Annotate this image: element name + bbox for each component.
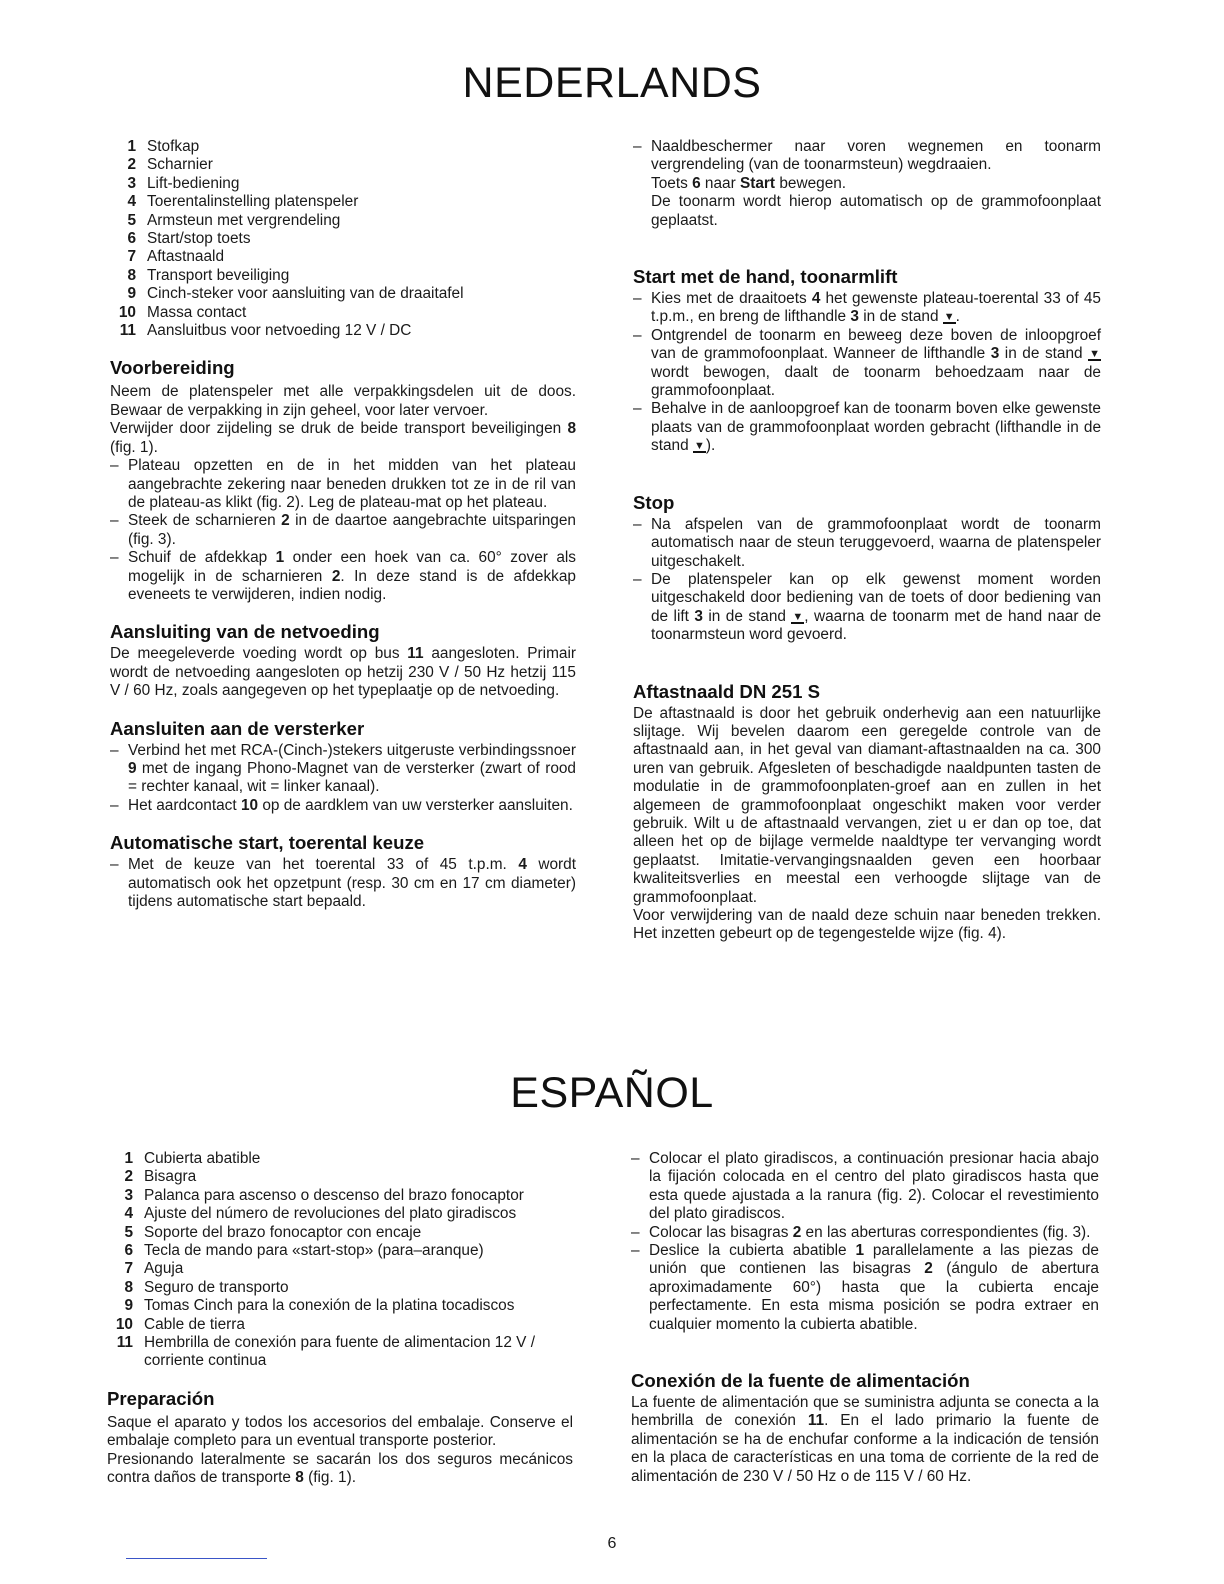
item-label: Aansluitbus voor netvoeding 12 V / DC: [147, 322, 412, 340]
item-label: Tecla de mando para «start-stop» (para–aranque): [144, 1242, 484, 1260]
bullet-item: – Naaldbeschermer naar voren wegnemen en toonarm vergrendeling (van de toonarmsteun) wegdraaien.: [633, 138, 1101, 175]
item-number: 4: [127, 193, 136, 211]
item-label: Massa contact: [147, 303, 247, 321]
item-label: Scharnier: [147, 156, 213, 174]
heading-automatische-start: Automatische start, toerental keuze: [110, 832, 425, 854]
bullet-item: – Ontgrendel de toonarm en beweeg deze boven de inloopgroef van de grammofoonplaat. Wanneer de lifthandle 3 in de stand ▼ wordt bewogen, daalt de toonarm behoedzaam naar de grammofoonplaat.: [633, 327, 1101, 401]
bullet-item: – Na afspelen van de grammofoonplaat wordt de toonarm automatisch naar de steun teruggevoerd, waarna de platenspeler uitgeschakelt.: [633, 516, 1101, 571]
paragraph: De meegeleverde voeding wordt op bus 11 aangesloten. Primair wordt de netvoeding aangesloten op hetzij 230 V / 50 Hz hetzij 115 V / 60 Hz, zoals aangegeven op het typeplaatje op de netvoeding.: [110, 645, 576, 700]
list-item: [110, 285, 576, 303]
paragraph: Neem de platenspeler met alle verpakkingsdelen uit de doos. Bewaar de verpakking in zijn geheel, voor later vervoer.: [110, 383, 576, 419]
spanish-right-column: [631, 1150, 1099, 1486]
lift-down-icon: ▼: [1089, 348, 1100, 361]
list-item: [110, 212, 576, 230]
item-number: 6: [124, 1242, 133, 1260]
list-item: [110, 248, 576, 266]
list-item: [107, 1316, 573, 1334]
dutch-left-column: [110, 138, 576, 911]
section-title-dutch: NEDERLANDS: [462, 59, 762, 107]
item-label: Aftastnaald: [147, 248, 225, 266]
item-number: 8: [127, 266, 136, 284]
item-label: Cinch-steker voor aansluiting van de draaitafel: [147, 285, 464, 303]
list-item: [107, 1297, 573, 1315]
list-item: [110, 175, 576, 193]
item-number: 3: [124, 1186, 133, 1204]
lift-down-icon: ▼: [693, 440, 705, 453]
item-label: Soporte del brazo fonocaptor con encaje: [144, 1223, 422, 1241]
list-item: [107, 1205, 573, 1223]
page-number: 6: [607, 1535, 617, 1552]
heading-stop: Stop: [633, 491, 675, 513]
item-number: 4: [124, 1205, 133, 1223]
bullet-item: – Met de keuze van het toerental 33 of 45 t.p.m. 4 wordt automatisch ook het opzetpunt (resp. 30 cm en 17 cm diameter) tijdens automatische start bepaald.: [110, 856, 576, 911]
item-label: Cubierta abatible: [144, 1150, 261, 1167]
bullet-item: – Het aardcontact 10 op de aardklem van uw versterker aansluiten.: [110, 797, 576, 815]
bullet-item: – Behalve in de aanloopgroef kan de toonarm boven elke gewenste plaats van de grammofoonplaat worden gebracht (lifthandle in de stand ▼).: [633, 400, 1101, 455]
item-number: 2: [124, 1168, 133, 1186]
list-item: [107, 1224, 573, 1242]
spanish-left-column: [107, 1150, 573, 1488]
paragraph: Toets 6 naar Start bewegen.: [651, 174, 847, 192]
item-number: 11: [119, 322, 136, 340]
item-label: Transport beveiliging: [147, 266, 290, 284]
bullet-item: – Kies met de draaitoets 4 het gewenste plateau-toerental 33 of 45 t.p.m., en breng de lifthandle 3 in de stand ▼.: [633, 290, 1101, 327]
item-label: Seguro de transporto: [144, 1278, 289, 1296]
heading-aftastnaald: Aftastnaald DN 251 S: [633, 680, 821, 702]
list-item: [107, 1187, 573, 1205]
list-item: [107, 1334, 573, 1371]
item-number: 11: [116, 1334, 133, 1352]
item-number: 1: [127, 138, 136, 155]
heading-voorbereiding: Voorbereiding: [110, 357, 235, 379]
item-label: Start/stop toets: [147, 230, 251, 248]
bullet-item: – Colocar el plato giradiscos, a continuación presionar hacia abajo la fijación colocada en el centro del plato giradiscos hasta que esta quede ajustada a la ranura (fig. 2). Colocar el revestimiento del plato giradiscos.: [631, 1150, 1099, 1224]
bullet-item: – Verbind het met RCA-(Cinch-)stekers uitgeruste verbindingssnoer 9 met de ingang Phono-Magnet van de versterker (zwart of rood = rechter kanaal, wit = linker kanaal).: [110, 742, 576, 797]
paragraph: La fuente de alimentación que se suministra adjunta se conecta a la hembrilla de conexión 11. En el lado primario la fuente de alimentación se ha de enchufar conforme a la indicación de tensión en la placa de características en una toma de corriente de la red de alimentación de 230 V / 50 Hz o de 115 V / 60 Hz.: [631, 1394, 1099, 1485]
item-label: Cable de tierra: [144, 1315, 245, 1333]
item-number: 10: [118, 303, 136, 321]
item-number: 9: [124, 1297, 133, 1315]
item-number: 7: [124, 1260, 133, 1278]
item-number: 5: [124, 1223, 133, 1241]
list-item: [110, 156, 576, 174]
heading-preparacion: Preparación: [107, 1387, 215, 1409]
dutch-parts-list: [110, 138, 576, 340]
bullet-item: – Plateau opzetten en de in het midden van het plateau aangebrachte zekering naar beneden drukken tot ze in de ril van de plateau-as klikt (fig. 2). Leg de plateau-mat op het plateau.: [110, 457, 576, 512]
item-number: 3: [127, 174, 136, 192]
item-number: 8: [124, 1278, 133, 1296]
bullet-item: – Steek de scharnieren 2 in de daartoe aangebrachte uitsparingen (fig. 3).: [110, 512, 576, 549]
item-number: 10: [115, 1315, 133, 1333]
item-number: 1: [124, 1150, 133, 1167]
list-item: [110, 138, 576, 156]
item-number: 6: [127, 230, 136, 248]
bullet-item: – Colocar las bisagras 2 en las aberturas correspondientes (fig. 3).: [631, 1224, 1099, 1242]
item-label: Toerentalinstelling platenspeler: [147, 193, 359, 211]
item-number: 5: [127, 211, 136, 229]
footer-rule: [126, 1558, 267, 1559]
item-number: 9: [127, 285, 136, 303]
list-item: [110, 322, 576, 340]
list-item: [110, 230, 576, 248]
list-item: [107, 1168, 573, 1186]
bullet-item: – De platenspeler kan op elk gewenst moment worden uitgeschakeld door bediening van de toets of door bediening van de lift 3 in de stand ▼, waarna de toonarm met de hand naar de toonarmsteun word gevoerd.: [633, 571, 1101, 645]
list-item: [107, 1260, 573, 1278]
list-item: [107, 1242, 573, 1260]
heading-conexion-alimentacion: Conexión de la fuente de alimentación: [631, 1370, 970, 1392]
item-label: Lift-bediening: [147, 174, 240, 192]
paragraph: Saque el aparato y todos los accesorios del embalaje. Conserve el embalaje completo para un eventual transporte posterior.: [107, 1413, 573, 1450]
item-number: 2: [127, 156, 136, 174]
item-label: Palanca para ascenso o descenso del brazo fonocaptor: [144, 1186, 524, 1204]
bullet-item: – Deslice la cubierta abatible 1 parallelamente a las piezas de unión que contienen las bisagras 2 (ángulo de abertura aproximadamente 60°) hasta que la cubierta encaje perfectamente. En esta misma posición se podra extraer en cualquier momento la cubierta abatible.: [631, 1242, 1099, 1334]
item-label: Tomas Cinch para la conexión de la platina tocadiscos: [144, 1297, 515, 1315]
item-number: 7: [127, 248, 136, 266]
list-item: [110, 267, 576, 285]
dutch-right-column: [633, 138, 1101, 944]
item-label: Armsteun met vergrendeling: [147, 211, 341, 229]
list-item: [110, 304, 576, 322]
paragraph: Voor verwijdering van de naald deze schuin naar beneden trekken. Het inzetten gebeurt op de tegengestelde wijze (fig. 4).: [633, 907, 1101, 943]
heading-netvoeding: Aansluiting van de netvoeding: [110, 621, 380, 643]
item-label: Hembrilla de conexión para fuente de alimentacion 12 V / corriente continua: [144, 1334, 535, 1370]
list-item: [110, 193, 576, 211]
paragraph: De aftastnaald is door het gebruik onderhevig aan een natuurlijke slijtage. Wij bevelen daarom een geregelde controle van de aftastnaald aan, in het geval van diamant-aftastnaalden na ca. 300 uren van gebruik. Afgesleten of beschadigde naaldpunten tasten de modulatie in de grammofoonplaten-groef aan en zullen in het algemeen de grammofoonplaat ongeschikt maken voor verder gebruik. Wilt u de aftastnaald vervangen, ziet u er dan op toe, dat alleen het op de bijlage vermelde naaldtype ter vervanging wordt geplaatst. Imitatie-vervangingsnaalden geven een hoorbaar kwaliteitsverlies en meestal een verhoogde slijtage van de grammofoonplaat.: [633, 704, 1101, 906]
paragraph: Verwijder door zijdeling se druk de beide transport beveiligingen 8 (fig. 1).: [110, 420, 576, 456]
lift-down-icon: ▼: [792, 610, 804, 623]
bullet-item: – Schuif de afdekkap 1 onder een hoek van ca. 60° zover als mogelijk in de scharnieren 2. In deze stand is de afdekkap eveneets te verwijderen, indien nodig.: [110, 549, 576, 604]
paragraph: Presionando lateralmente se sacarán los dos seguros mecánicos contra daños de transporte 8 (fig. 1).: [107, 1450, 573, 1487]
paragraph: De toonarm wordt hierop automatisch op de grammofoonplaat geplaatst.: [651, 193, 1101, 229]
heading-versterker: Aansluiten aan de versterker: [110, 717, 365, 739]
list-item: [107, 1150, 573, 1168]
lift-down-icon: ▼: [943, 311, 955, 324]
item-label: Ajuste del número de revoluciones del plato giradiscos: [144, 1205, 517, 1223]
item-label: Stofkap: [147, 138, 200, 155]
spanish-parts-list: [107, 1150, 573, 1371]
item-label: Aguja: [144, 1260, 184, 1278]
section-title-spanish: ESPAÑOL: [510, 1069, 714, 1117]
heading-start-met-de-hand: Start met de hand, toonarmlift: [633, 266, 898, 288]
item-label: Bisagra: [144, 1168, 197, 1186]
list-item: [107, 1279, 573, 1297]
